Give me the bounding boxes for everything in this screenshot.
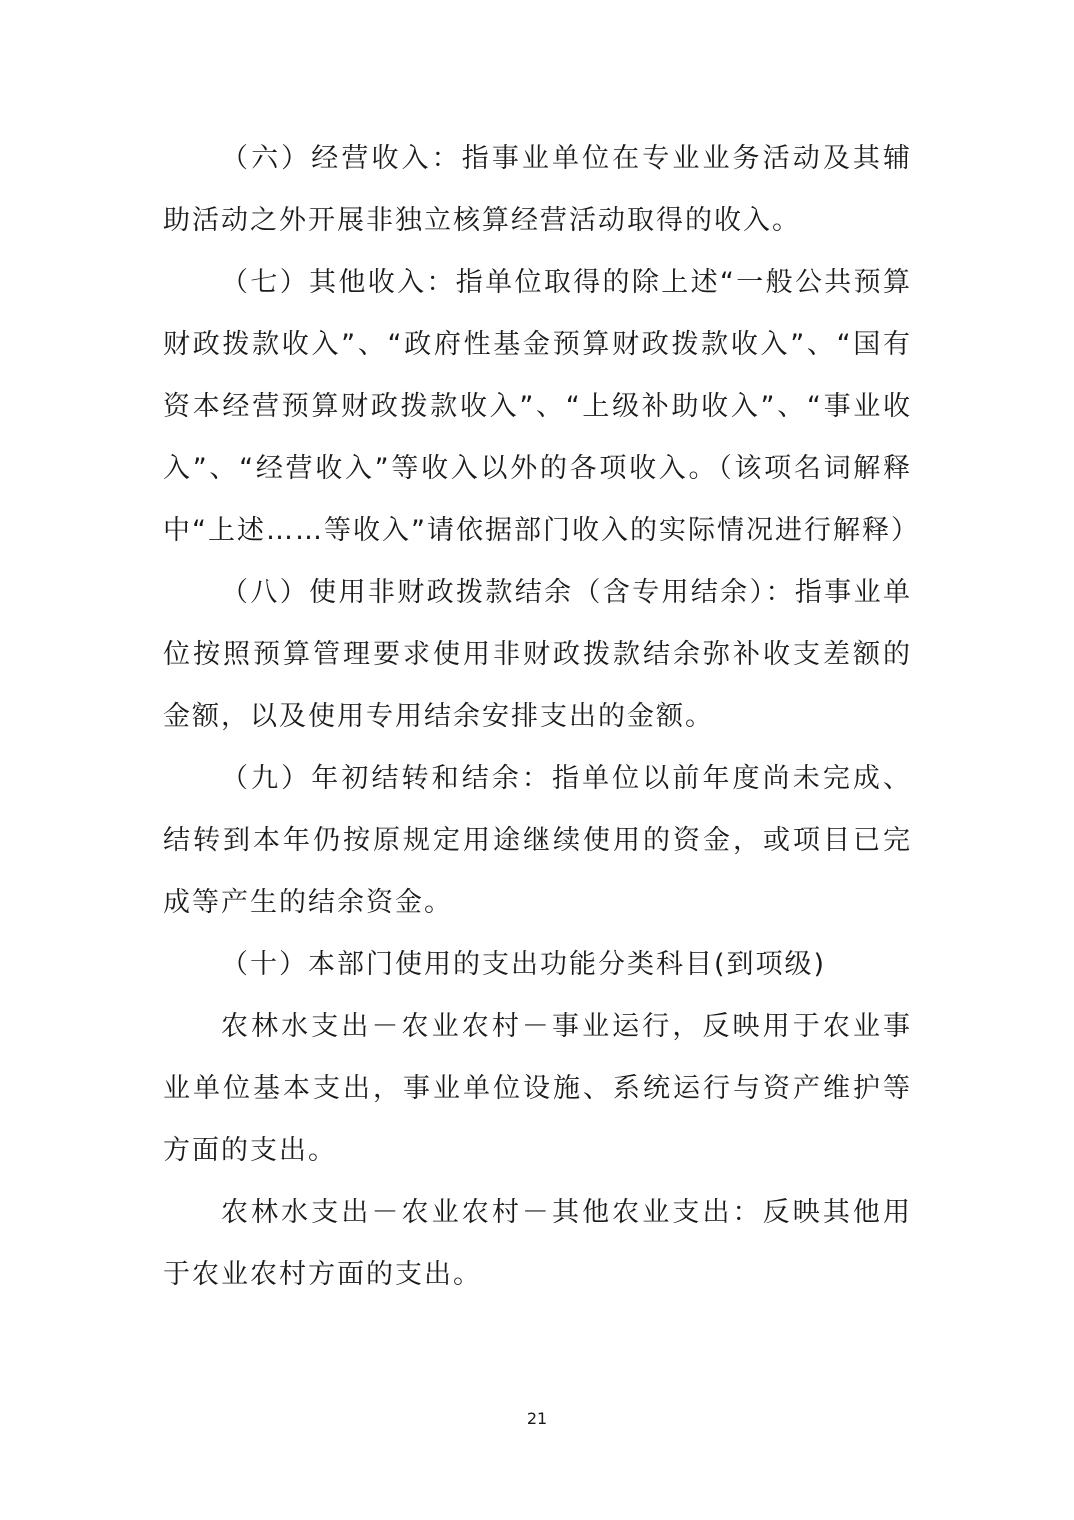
paragraph-other-agriculture: 农林水支出－农业农村－其他农业支出：反映其他用于农业农村方面的支出。 [163,1197,912,1290]
paragraph-expenditure-classification: （十）本部门使用的支出功能分类科目(到项级) [221,949,827,980]
document-body [163,128,920,1306]
paragraph-operating-income: （六）经营收入：指事业单位在专业业务活动及其辅助活动之外开展非独立核算经营活动取得的收入。 [163,143,912,236]
paragraph-other-income: （七）其他收入：指单位取得的除上述“一般公共预算财政拨款收入”、“政府性基金预算财政拨款收入”、“国有资本经营预算财政拨款收入”、“上级补助收入”、“事业收入”、“经营收入”等收入以外的各项收入。（该项名词解释中“上述……等收入”请依据部门收入的实际情况进行解释） [163,267,920,546]
paragraph-non-fiscal-balance: （八）使用非财政拨款结余（含专用结余）：指事业单位按照预算管理要求使用非财政拨款结余弥补收支差额的金额，以及使用专用结余安排支出的金额。 [163,577,912,732]
paragraph-carryover-balance: （九）年初结转和结余：指单位以前年度尚未完成、结转到本年仍按原规定用途继续使用的资金，或项目已完成等产生的结余资金。 [163,763,912,918]
page-number: 21 [526,1409,548,1428]
paragraph-agriculture-operation: 农林水支出－农业农村－事业运行，反映用于农业事业单位基本支出，事业单位设施、系统运行与资产维护等方面的支出。 [163,1011,912,1166]
